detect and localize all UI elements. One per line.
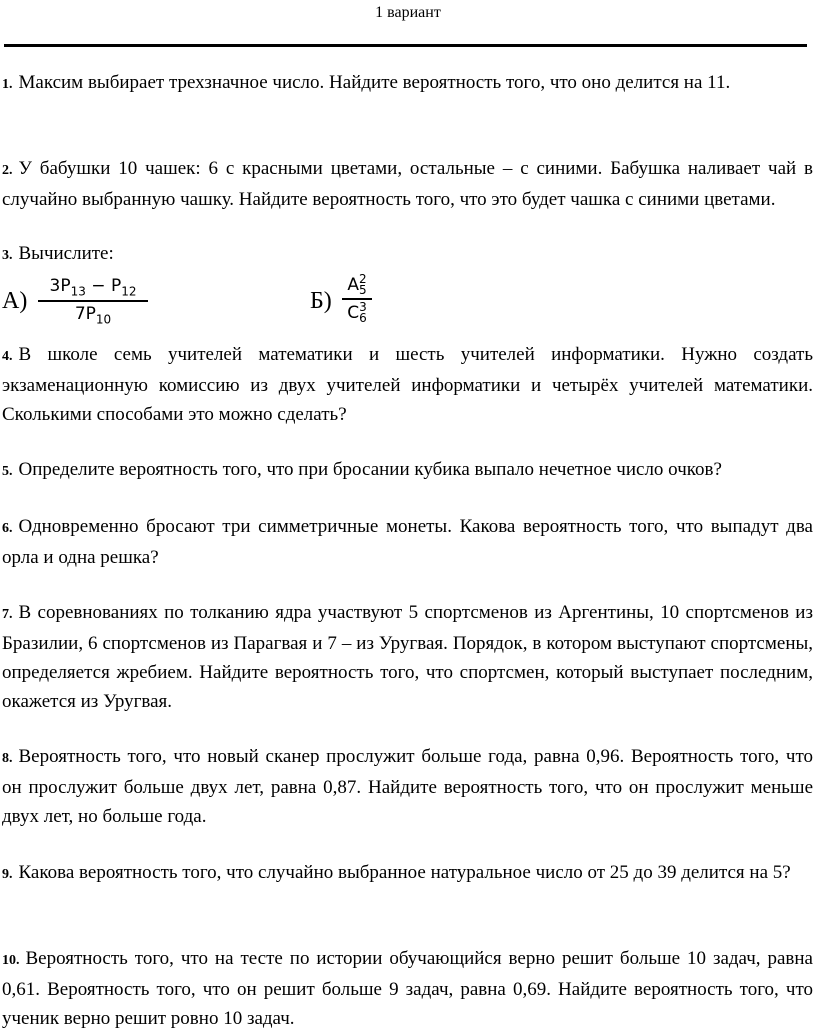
formula-a-numerator: $3P_{13} - P_{12}$ — [49, 276, 137, 299]
fraction-bar — [342, 298, 372, 300]
task-text: Вычислите: — [18, 243, 114, 264]
header-divider — [4, 44, 807, 47]
task-7 — [2, 598, 813, 716]
formulas — [0, 272, 816, 342]
task-9 — [2, 858, 813, 889]
formula-b — [342, 274, 372, 324]
task-text: В школе семь учителей математики и шесть учителей информатики. Нужно создать экзаменационную комиссию из двух учителей информатики и четырёх учителей математики. Сколькими способами это можно сделать? — [2, 344, 813, 425]
task-text: Одновременно бросают три симметричные монеты. Какова вероятность того, что выпадут два орла и одна решка? — [2, 516, 813, 568]
task-1 — [2, 68, 813, 99]
task-number: 3. — [2, 248, 13, 263]
formula-a-denominator: $7P_{10}$ — [74, 303, 112, 327]
fraction-bar — [38, 300, 148, 302]
task-number: 8. — [2, 751, 13, 766]
task-2 — [2, 154, 813, 214]
task-number: 2. — [2, 163, 13, 178]
task-number: 6. — [2, 521, 13, 536]
task-3 — [2, 239, 813, 270]
task-4 — [2, 340, 813, 429]
task-text: Определите вероятность того, что при бросании кубика выпало нечетное число очков? — [18, 459, 722, 480]
task-6 — [2, 512, 813, 572]
formula-b-numerator: A 2 5 — [347, 272, 367, 297]
task-text: Вероятность того, что новый сканер прослужит больше года, равна 0,96. Вероятность того, что он прослужит больше двух лет, равна 0,87. Найдите вероятность того, что он прослужит меньше двух лет, но больше года. — [2, 746, 813, 827]
formula-b-label: Б) — [310, 288, 332, 314]
task-text: Максим выбирает трехзначное число. Найдите вероятность того, что оно делится на 11. — [18, 72, 731, 93]
task-number: 5. — [2, 464, 13, 479]
task-number: 1. — [2, 77, 13, 92]
task-number: 9. — [2, 867, 13, 882]
formula-b-denominator: C 3 6 — [347, 299, 367, 325]
formula-a-label: А) — [2, 288, 28, 314]
task-text: В соревнованиях по толканию ядра участвуют 5 спортсменов из Аргентины, 10 спортсменов из Бразилии, 6 спортсменов из Парагвая и 7 – из Уругвая. Порядок, в котором выступают спортсмены, определяется жребием. Найдите вероятность того, что спортсмен, который выступает последним, окажется из Уругвая. — [2, 602, 813, 712]
page-header: 1 вариант — [375, 4, 441, 21]
task-text: Вероятность того, что на тесте по истории обучающийся верно решит больше 10 задач, равна 0,61. Вероятность того, что он решит больше 9 задач, равна 0,69. Найдите вероятность того, что ученик верно решит ровно 10 задач. — [2, 948, 813, 1029]
task-number: 4. — [2, 349, 13, 364]
formula-a — [38, 276, 148, 326]
task-10 — [2, 944, 813, 1033]
task-number: 10. — [2, 953, 20, 968]
task-text: Какова вероятность того, что случайно выбранное натуральное число от 25 до 39 делится на 5? — [18, 862, 791, 883]
task-text: У бабушки 10 чашек: 6 с красными цветами, остальные – с синими. Бабушка наливает чай в случайно выбранную чашку. Найдите вероятность того, что это будет чашка с синими цветами. — [2, 158, 813, 210]
task-5 — [2, 455, 813, 486]
task-8 — [2, 742, 813, 831]
task-number: 7. — [2, 607, 13, 622]
